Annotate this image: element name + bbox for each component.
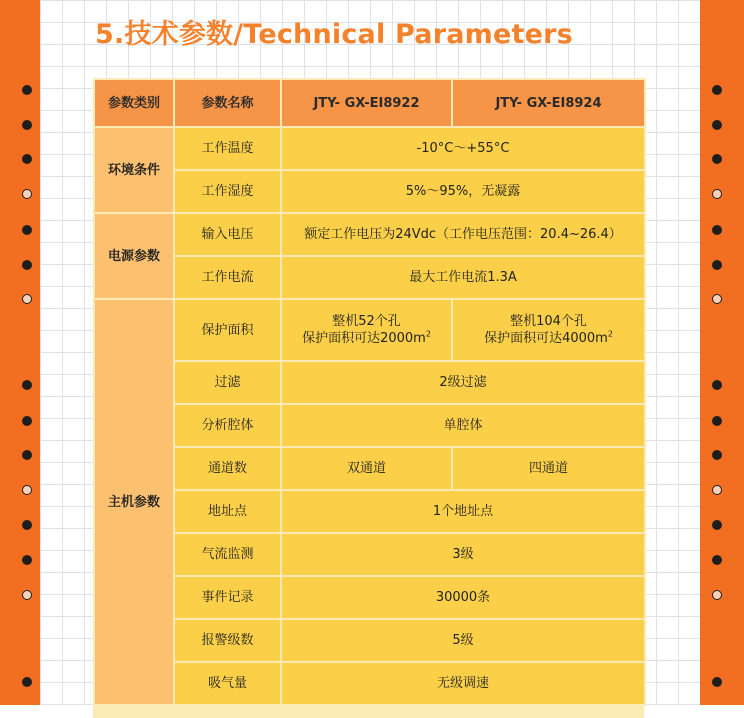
param-value-model-a: 双通道 [281, 447, 452, 490]
binding-hole [712, 260, 722, 270]
superscript: 2 [607, 329, 613, 339]
binding-hole [712, 225, 722, 235]
param-value-text: 保护面积可达2000m [302, 331, 426, 346]
param-value: 最大工作电流1.3A [281, 256, 645, 299]
param-name: 通道数 [174, 447, 281, 490]
param-value: 单腔体 [281, 404, 645, 447]
param-value-line [284, 330, 449, 347]
table-row [94, 213, 645, 256]
table-row [94, 127, 645, 170]
binding-hole [22, 590, 32, 600]
binding-hole [712, 380, 722, 390]
param-value: 2级过滤 [281, 361, 645, 404]
page-title: 5.技术参数/Technical Parameters [95, 19, 573, 50]
binding-hole [712, 677, 722, 687]
param-name: 地址点 [174, 490, 281, 533]
param-name: 工作湿度 [174, 170, 281, 213]
param-value: 无级调速 [281, 662, 645, 705]
param-value: 1个地址点 [281, 490, 645, 533]
binding-hole [22, 450, 32, 460]
table-row [94, 170, 645, 213]
parameters-table-container [93, 78, 644, 718]
param-value: 5级 [281, 619, 645, 662]
param-value-line: 整机104个孔 [510, 314, 587, 329]
binding-hole [712, 450, 722, 460]
param-name: 吸气量 [174, 662, 281, 705]
binding-hole [22, 225, 32, 235]
category-cell: 环境条件 [94, 127, 174, 213]
table-row [94, 447, 645, 490]
param-name: 保护面积 [174, 299, 281, 361]
left-orange-strip [0, 0, 40, 705]
param-name: 气流监测 [174, 533, 281, 576]
binding-hole [22, 677, 32, 687]
category-cell: 主机参数 [94, 299, 174, 705]
binding-hole [22, 485, 32, 495]
param-name: 分析腔体 [174, 404, 281, 447]
table-row [94, 404, 645, 447]
binding-hole [22, 520, 32, 530]
param-value: 3级 [281, 533, 645, 576]
param-value: 30000条 [281, 576, 645, 619]
right-binding-holes [712, 0, 724, 705]
param-value-line [455, 330, 642, 347]
binding-hole [712, 555, 722, 565]
param-name: 过滤 [174, 361, 281, 404]
param-value: 额定工作电压为24Vdc（工作电压范围：20.4~26.4） [281, 213, 645, 256]
binding-hole [712, 154, 722, 164]
binding-hole [712, 189, 722, 199]
table-row [94, 490, 645, 533]
binding-hole [712, 85, 722, 95]
binding-hole [22, 416, 32, 426]
header-model-b: JTY- GX-EI8924 [452, 79, 645, 127]
category-cell: 电源参数 [94, 213, 174, 299]
param-value-model-b [452, 299, 645, 361]
binding-hole [22, 260, 32, 270]
table-row [94, 361, 645, 404]
binding-hole [712, 416, 722, 426]
param-name: 工作温度 [174, 127, 281, 170]
table-row [94, 533, 645, 576]
param-name: 事件记录 [174, 576, 281, 619]
binding-hole [712, 520, 722, 530]
binding-hole [22, 380, 32, 390]
binding-hole [22, 189, 32, 199]
left-binding-holes [22, 0, 34, 705]
header-category: 参数类别 [94, 79, 174, 127]
table-row [94, 256, 645, 299]
param-name: 工作电流 [174, 256, 281, 299]
param-value-model-b: 四通道 [452, 447, 645, 490]
binding-hole [712, 590, 722, 600]
table-row [94, 299, 645, 361]
header-name: 参数名称 [174, 79, 281, 127]
parameters-table [93, 78, 646, 706]
param-value-line: 整机52个孔 [332, 314, 401, 329]
param-value-model-a [281, 299, 452, 361]
header-model-a: JTY- GX-EI8922 [281, 79, 452, 127]
binding-hole [712, 294, 722, 304]
binding-hole [22, 294, 32, 304]
binding-hole [22, 85, 32, 95]
superscript: 2 [425, 329, 431, 339]
table-row [94, 576, 645, 619]
binding-hole [712, 485, 722, 495]
binding-hole [22, 120, 32, 130]
param-value: -10°C～+55°C [281, 127, 645, 170]
table-header-row [94, 79, 645, 127]
param-value-text: 保护面积可达4000m [484, 331, 608, 346]
binding-hole [712, 120, 722, 130]
param-name: 输入电压 [174, 213, 281, 256]
binding-hole [22, 555, 32, 565]
table-row [94, 619, 645, 662]
binding-hole [22, 154, 32, 164]
param-name: 报警级数 [174, 619, 281, 662]
param-value: 5%～95%，无凝露 [281, 170, 645, 213]
table-row [94, 662, 645, 705]
